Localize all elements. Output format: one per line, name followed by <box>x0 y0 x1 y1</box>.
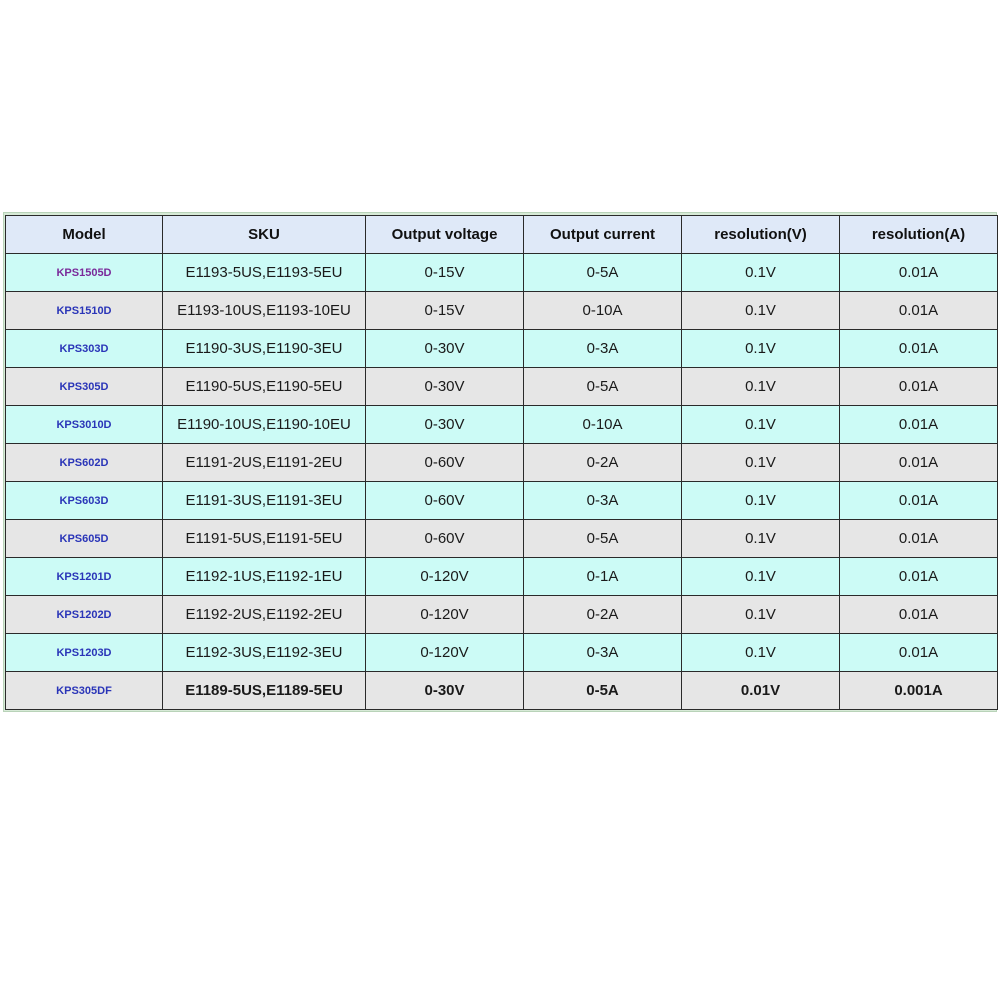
header-row <box>6 216 998 254</box>
spec-table <box>5 215 998 710</box>
cell-voltage: 0-30V <box>366 672 524 710</box>
cell-resolution-v: 0.1V <box>682 368 840 406</box>
cell-current: 0-3A <box>524 634 682 672</box>
cell-resolution-a: 0.01A <box>840 254 998 292</box>
cell-resolution-a: 0.001A <box>840 672 998 710</box>
cell-resolution-v: 0.1V <box>682 520 840 558</box>
cell-model: KPS1505D <box>6 254 163 292</box>
cell-current: 0-10A <box>524 292 682 330</box>
cell-resolution-v: 0.1V <box>682 254 840 292</box>
cell-voltage: 0-120V <box>366 596 524 634</box>
cell-resolution-v: 0.1V <box>682 482 840 520</box>
cell-sku: E1189-5US,E1189-5EU <box>163 672 366 710</box>
cell-resolution-a: 0.01A <box>840 596 998 634</box>
table-row <box>6 520 998 558</box>
cell-sku: E1191-2US,E1191-2EU <box>163 444 366 482</box>
cell-resolution-a: 0.01A <box>840 634 998 672</box>
table-row <box>6 444 998 482</box>
table-row <box>6 596 998 634</box>
cell-voltage: 0-15V <box>366 292 524 330</box>
cell-current: 0-5A <box>524 368 682 406</box>
table-row <box>6 368 998 406</box>
cell-model: KPS303D <box>6 330 163 368</box>
cell-sku: E1191-5US,E1191-5EU <box>163 520 366 558</box>
cell-sku: E1193-5US,E1193-5EU <box>163 254 366 292</box>
cell-current: 0-2A <box>524 444 682 482</box>
cell-voltage: 0-30V <box>366 368 524 406</box>
cell-resolution-v: 0.1V <box>682 292 840 330</box>
cell-sku: E1190-10US,E1190-10EU <box>163 406 366 444</box>
header-resolution-v: resolution(V) <box>682 216 840 254</box>
cell-voltage: 0-60V <box>366 444 524 482</box>
table-row <box>6 330 998 368</box>
cell-current: 0-5A <box>524 254 682 292</box>
cell-model: KPS305D <box>6 368 163 406</box>
cell-current: 0-3A <box>524 482 682 520</box>
cell-model: KPS3010D <box>6 406 163 444</box>
cell-current: 0-5A <box>524 520 682 558</box>
header-model: Model <box>6 216 163 254</box>
cell-current: 0-2A <box>524 596 682 634</box>
cell-resolution-a: 0.01A <box>840 558 998 596</box>
cell-model: KPS305DF <box>6 672 163 710</box>
cell-resolution-v: 0.01V <box>682 672 840 710</box>
cell-sku: E1192-1US,E1192-1EU <box>163 558 366 596</box>
table-row <box>6 558 998 596</box>
header-sku: SKU <box>163 216 366 254</box>
cell-voltage: 0-120V <box>366 634 524 672</box>
cell-model: KPS605D <box>6 520 163 558</box>
cell-voltage: 0-15V <box>366 254 524 292</box>
cell-current: 0-10A <box>524 406 682 444</box>
cell-sku: E1193-10US,E1193-10EU <box>163 292 366 330</box>
cell-current: 0-1A <box>524 558 682 596</box>
cell-model: KPS1510D <box>6 292 163 330</box>
cell-voltage: 0-30V <box>366 406 524 444</box>
cell-current: 0-5A <box>524 672 682 710</box>
table-row <box>6 406 998 444</box>
table-row <box>6 254 998 292</box>
cell-model: KPS1201D <box>6 558 163 596</box>
cell-model: KPS1202D <box>6 596 163 634</box>
cell-resolution-a: 0.01A <box>840 330 998 368</box>
cell-current: 0-3A <box>524 330 682 368</box>
cell-voltage: 0-60V <box>366 520 524 558</box>
cell-resolution-a: 0.01A <box>840 406 998 444</box>
cell-resolution-a: 0.01A <box>840 444 998 482</box>
cell-voltage: 0-60V <box>366 482 524 520</box>
cell-model: KPS603D <box>6 482 163 520</box>
table-row <box>6 634 998 672</box>
cell-resolution-a: 0.01A <box>840 482 998 520</box>
table-row <box>6 292 998 330</box>
cell-model: KPS602D <box>6 444 163 482</box>
cell-sku: E1190-5US,E1190-5EU <box>163 368 366 406</box>
cell-resolution-v: 0.1V <box>682 634 840 672</box>
cell-model: KPS1203D <box>6 634 163 672</box>
cell-sku: E1190-3US,E1190-3EU <box>163 330 366 368</box>
cell-sku: E1192-2US,E1192-2EU <box>163 596 366 634</box>
cell-resolution-a: 0.01A <box>840 292 998 330</box>
cell-resolution-v: 0.1V <box>682 406 840 444</box>
header-output-current: Output current <box>524 216 682 254</box>
cell-resolution-a: 0.01A <box>840 368 998 406</box>
cell-resolution-v: 0.1V <box>682 558 840 596</box>
table-row <box>6 672 998 710</box>
cell-sku: E1192-3US,E1192-3EU <box>163 634 366 672</box>
cell-resolution-v: 0.1V <box>682 444 840 482</box>
header-resolution-a: resolution(A) <box>840 216 998 254</box>
cell-voltage: 0-120V <box>366 558 524 596</box>
cell-resolution-v: 0.1V <box>682 330 840 368</box>
cell-sku: E1191-3US,E1191-3EU <box>163 482 366 520</box>
header-output-voltage: Output voltage <box>366 216 524 254</box>
cell-resolution-a: 0.01A <box>840 520 998 558</box>
cell-resolution-v: 0.1V <box>682 596 840 634</box>
cell-voltage: 0-30V <box>366 330 524 368</box>
table-row <box>6 482 998 520</box>
